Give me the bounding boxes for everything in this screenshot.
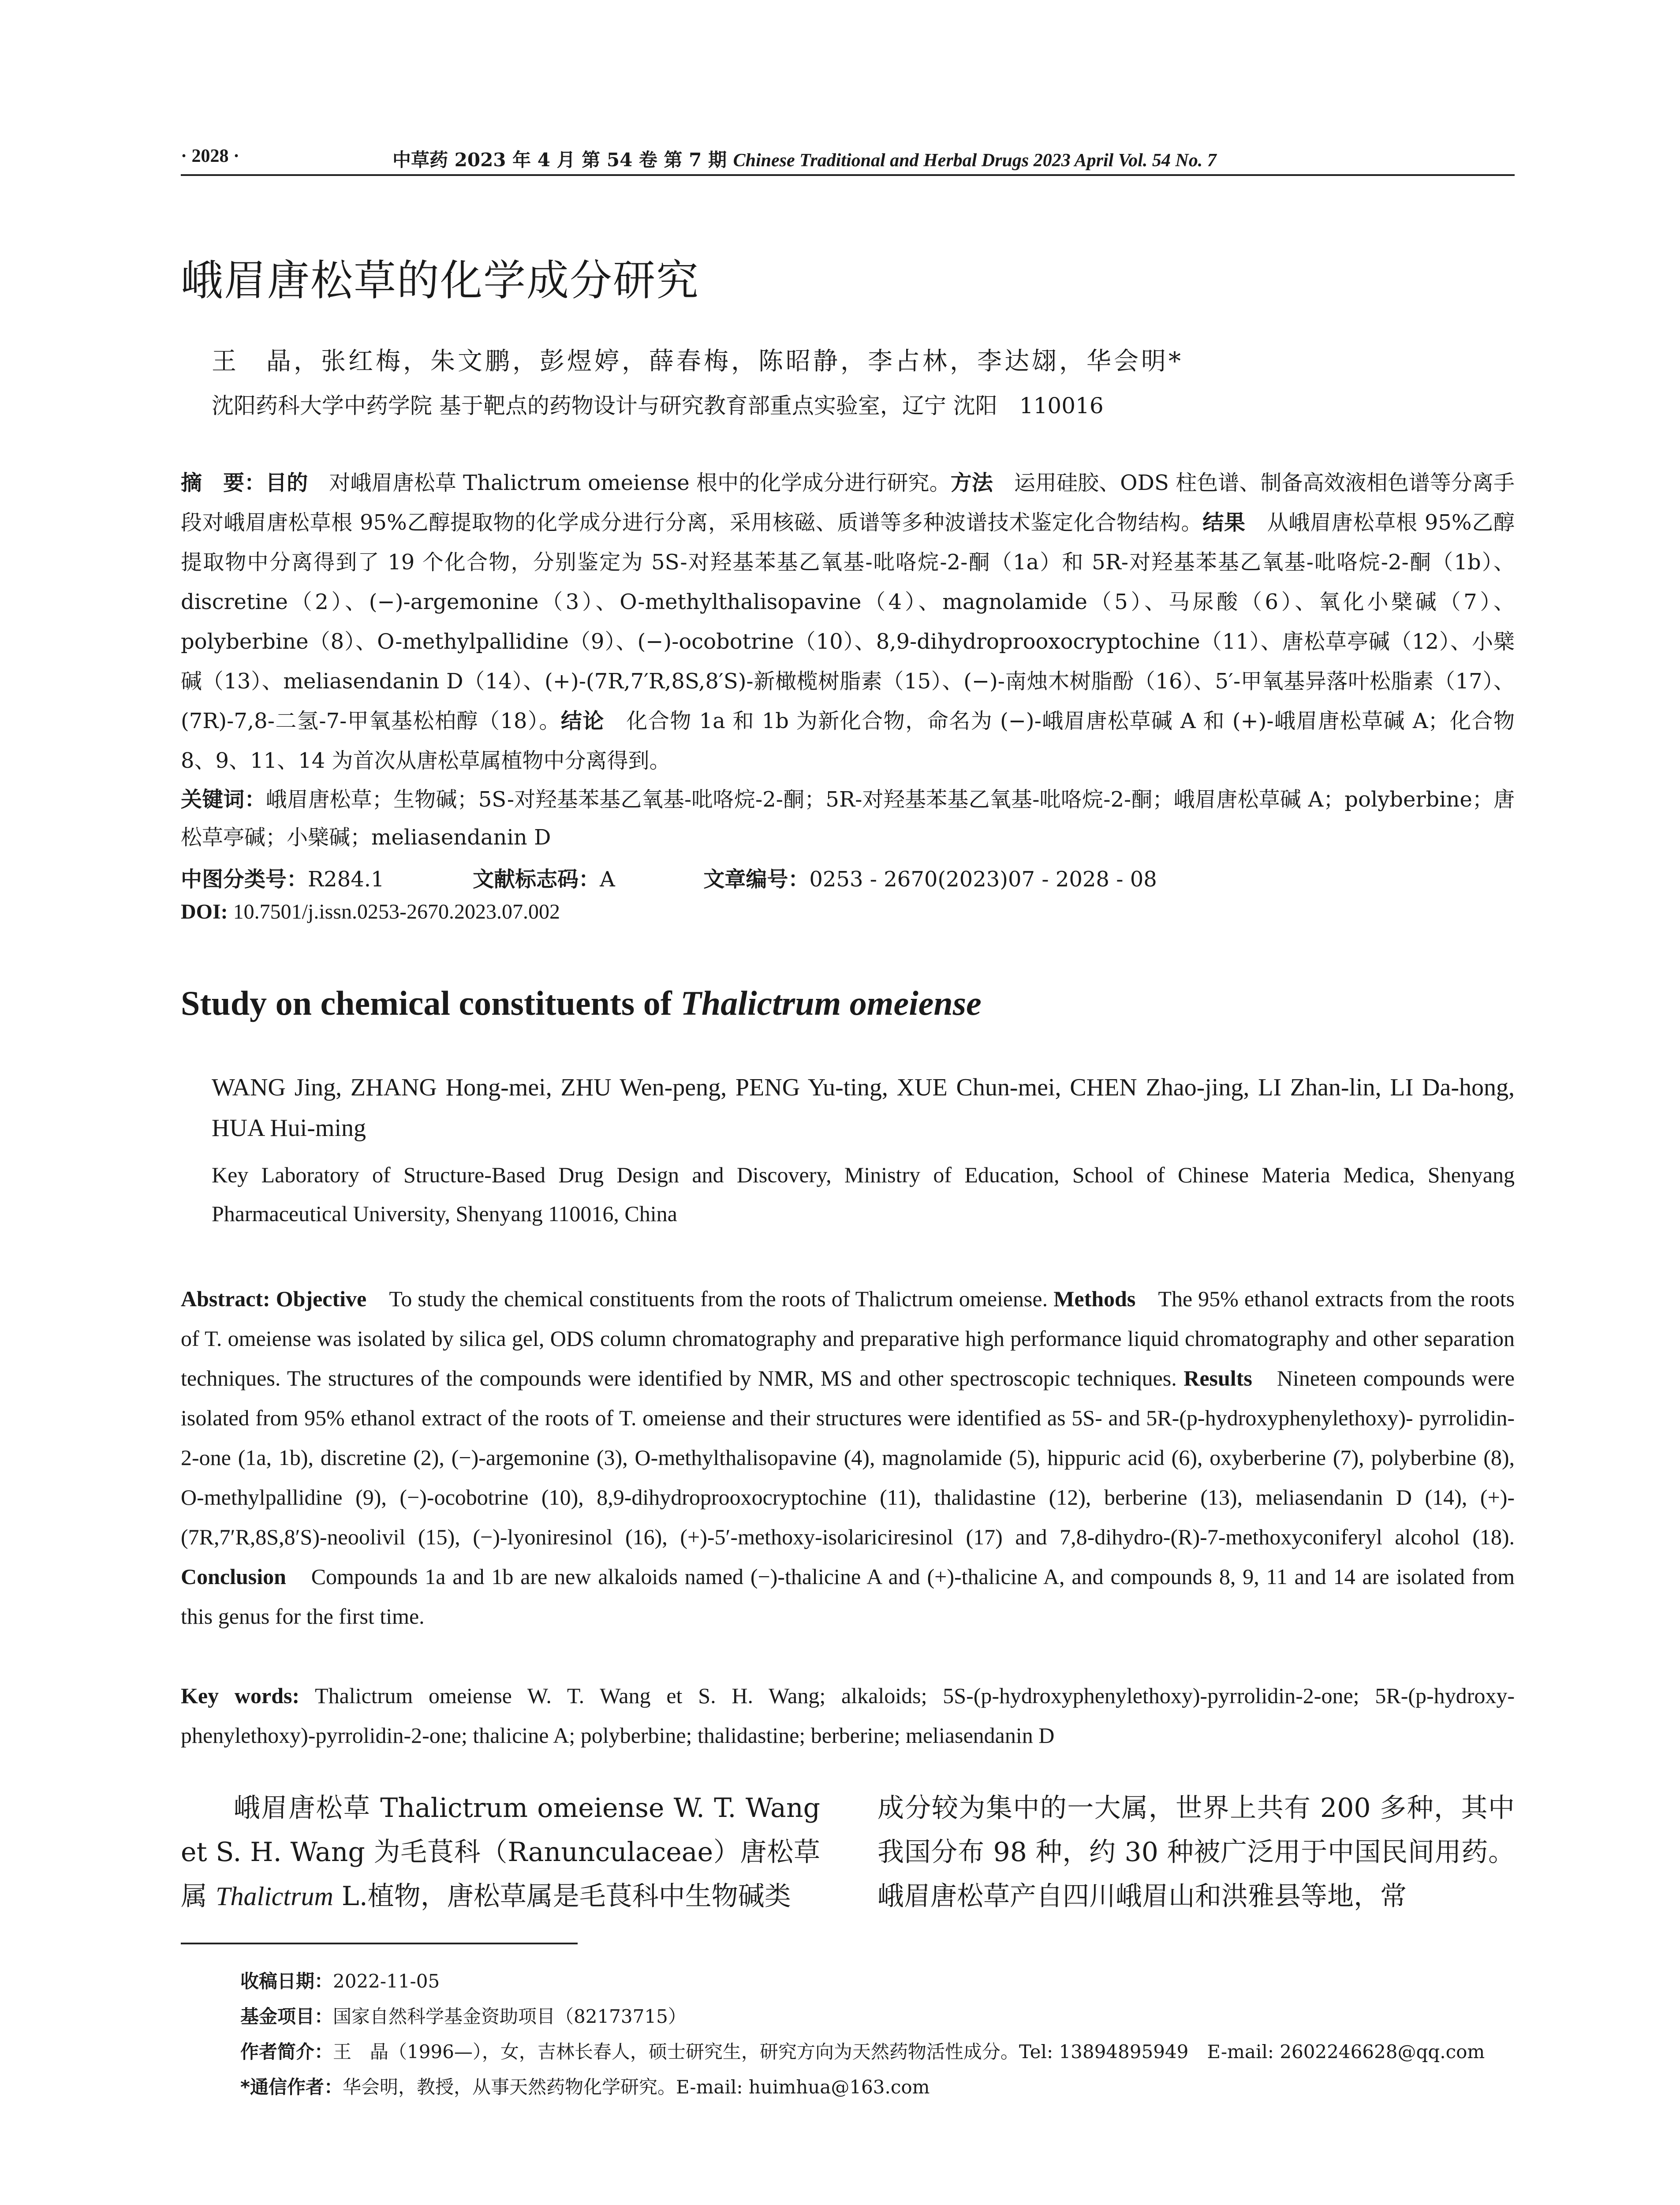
objective-label-cn: 目的 <box>265 471 308 495</box>
title-en-prefix: Study on chemical constituents of <box>181 984 681 1022</box>
objective-cn: 对峨眉唐松草 Thalictrum omeiense 根中的化学成分进行研究。 <box>308 471 951 495</box>
keywords-cn-label: 关键词： <box>181 787 266 812</box>
footnote-fund <box>240 2002 687 2029</box>
classification-line <box>181 862 1157 893</box>
abstract-cn-label: 摘 要： <box>181 471 266 495</box>
authors-en: WANG Jing, ZHANG Hong-mei, ZHU Wen-peng, PENG Yu-ting, XUE Chun-mei, CHEN Zhao-jing, LI Zhan-lin, LI Da-hong, HUA Hui-ming <box>212 1074 1515 1142</box>
received-label: 收稿日期： <box>240 1970 333 1992</box>
affiliation-en: Key Laboratory of Structure-Based Drug Design and Discovery, Ministry of Education, School of Chinese Materia Medica, Shenyang Pharmaceutical University, Shenyang 110016, China <box>212 1162 1515 1226</box>
results-cn: 从峨眉唐松草根 95%乙醇提取物中分离得到了 19 个化合物，分别鉴定为 5S-对羟基苯基乙氧基-吡咯烷-2-酮（1a）和 5R-对羟基苯基乙氧基-吡咯烷-2-酮（1b）、discretine（2）、(−)-argemonine（3）、O-methylthalisopavine（4）、magnolamide（5）、马尿酸（6）、氧化小檗碱（7）、polyberbine（8）、O-methylpallidine（9）、(−)-ocobotrine（10）、8,9-dihydroprooxocryptochine（11）、唐松草亭碱（12）、小檗碱（13）、meliasendanin D（14）、(+)-(7R,7′R,8S,8′S)-新橄榄树脂素（15）、(−)-南烛木树脂酚（16）、5′-甲氧基异落叶松脂素（17）、(7R)-7,8-二氢-7-甲氧基松柏醇（18）。 <box>181 510 1515 733</box>
title-cn: 峨眉唐松草的化学成分研究 <box>181 256 699 305</box>
body-left-genus: Thalictrum <box>216 1882 333 1911</box>
corr-label: *通信作者： <box>240 2076 343 2098</box>
methods-label-en: Methods <box>1053 1286 1136 1311</box>
body-column-right: 成分较为集中的一大属，世界上共有 200 多种，其中我国分布 98 种，约 30 种被广泛用于中国民间用药。峨眉唐松草产自四川峨眉山和洪雅县等地，常 <box>877 1793 1515 1912</box>
body-column-left <box>181 1786 820 1918</box>
keywords-cn <box>181 781 1515 856</box>
fund-label: 基金项目： <box>240 2006 333 2027</box>
methods-en: The 95% ethanol extracts from the roots of T. omeiense was isolated by silica gel, ODS column chromatography and preparative high performance liquid chromatography and other separation techniques. The structures of the compounds were identified by NMR, MS and other spectroscopic techniques. <box>181 1286 1515 1390</box>
clc-label: 中图分类号： <box>181 867 308 892</box>
doi-value: 10.7501/j.issn.0253-2670.2023.07.002 <box>233 900 560 923</box>
footnote-rule <box>181 1943 578 1944</box>
fund-text: 国家自然科学基金资助项目（82173715） <box>333 2006 687 2027</box>
abstract-en <box>181 1279 1515 1636</box>
doc-code-label: 文献标志码： <box>473 867 600 892</box>
keywords-en-label: Key words: <box>181 1683 300 1708</box>
received-date: 2022-11-05 <box>333 1970 440 1992</box>
doc-code-value: A <box>600 867 615 892</box>
doi-label: DOI: <box>181 900 228 923</box>
results-en: Nineteen compounds were isolated from 95% ethanol extract of the roots of T. omeiense and their structures were identified as 5S- and 5R-(p-hydroxyphenylethoxy)- pyrrolidin-2-one (1a, 1b), discretine (2), (−)-argemonine (3), O-methylthalisopavine (4), magnolamide (5), hippuric acid (6), oxyberberine (7), polyberbine (8), O-methylpallidine (9), (−)-ocobotrine (10), 8,9-dihydroprooxocryptochine (11), thalidastine (12), berberine (13), meliasendanin D (14), (+)-(7R,7′R,8S,8′S)-neoolivil (15), (−)-lyoniresinol (16), (+)-5′-methoxy-isolariciresinol (17) and 7,8-dihydro-(R)-7-methoxyconiferyl alcohol (18). <box>181 1366 1515 1549</box>
corr-text: 华会明，教授，从事天然药物化学研究。E-mail: huimhua@163.com <box>342 2076 930 2098</box>
journal-cn: 中草药 2023 年 4 月 第 54 卷 第 7 期 <box>392 149 727 171</box>
author-text: 王 晶（1996—），女，吉林长春人，硕士研究生，研究方向为天然药物活性成分。Tel: 13894895949 E-mail: 2602246628@qq.com <box>333 2041 1485 2063</box>
conclusion-label-cn: 结论 <box>560 709 605 733</box>
abstract-cn <box>181 463 1515 781</box>
journal-info <box>392 146 1217 172</box>
title-en <box>181 983 982 1023</box>
page-number: · 2028 · <box>181 146 240 166</box>
body-left-end: L.植物，唐松草属是毛茛科中生物碱类 <box>333 1881 791 1912</box>
article-number-value: 0253 - 2670(2023)07 - 2028 - 08 <box>809 867 1157 892</box>
keywords-cn-text: 峨眉唐松草；生物碱；5S-对羟基苯基乙氧基-吡咯烷-2-酮；5R-对羟基苯基乙氧基-吡咯烷-2-酮；峨眉唐松草碱 A；polyberbine；唐松草亭碱；小檗碱；meliasendanin D <box>181 787 1515 850</box>
header-rule <box>181 174 1515 176</box>
clc-value: R284.1 <box>308 867 385 892</box>
journal-en: Chinese Traditional and Herbal Drugs 2023 April Vol. 54 No. 7 <box>733 150 1217 171</box>
running-header <box>181 146 1515 176</box>
footnote-received <box>240 1967 440 1993</box>
authors-cn: 王 晶，张红梅，朱文鹏，彭煜婷，薛春梅，陈昭静，李占林，李达翃，华会明* <box>212 347 1183 376</box>
results-label-en: Results <box>1183 1366 1252 1390</box>
abstract-en-label: Abstract: Objective <box>181 1286 367 1311</box>
methods-label-cn: 方法 <box>950 471 993 495</box>
conclusion-label-en: Conclusion <box>181 1564 286 1589</box>
methods-cn: 运用硅胶、ODS 柱色谱、制备高效液相色谱等分离手段对峨眉唐松草根 95%乙醇提取物的化学成分进行分离，采用核磁、质谱等多种波谱技术鉴定化合物结构。 <box>181 471 1515 535</box>
objective-en: To study the chemical constituents from the roots of Thalictrum omeiense. <box>366 1286 1048 1311</box>
affiliation-cn: 沈阳药科大学中药学院 基于靶点的药物设计与研究教育部重点实验室，辽宁 沈阳 110016 <box>212 393 1104 419</box>
title-en-species: Thalictrum omeiense <box>680 984 982 1022</box>
body-left-species: 峨眉唐松草 Thalictrum omeiense W. T. Wang et S. H. Wang <box>181 1793 820 1868</box>
keywords-en-text: Thalictrum omeiense W. T. Wang et S. H. Wang; alkaloids; 5S-(p-hydroxyphenylethoxy)-pyrrolidin-2-one; 5R-(p-hydroxy-phenylethoxy)-pyrrolidin-2-one; thalicine A; polyberbine; thalidastine; berberine; meliasendanin D <box>181 1683 1515 1748</box>
conclusion-en: Compounds 1a and 1b are new alkaloids named (−)-thalicine A and (+)-thalicine A, and compounds 8, 9, 11 and 14 are isolated from this genus for the first time. <box>181 1564 1515 1629</box>
results-label-cn: 结果 <box>1202 510 1246 535</box>
footnote-author <box>240 2037 1485 2064</box>
keywords-en <box>181 1676 1515 1755</box>
doi-line <box>181 900 560 924</box>
footnote-corresponding <box>240 2073 930 2099</box>
conclusion-cn: 化合物 1a 和 1b 为新化合物，命名为 (−)-峨眉唐松草碱 A 和 (+)-峨眉唐松草碱 A；化合物 8、9、11、14 为首次从唐松草属植物中分离得到。 <box>181 709 1515 773</box>
author-label: 作者简介： <box>240 2041 333 2063</box>
article-number-label: 文章编号： <box>703 867 810 892</box>
body-left-mid: 为毛茛科（Ranunculaceae）唐松草属 <box>181 1837 821 1912</box>
